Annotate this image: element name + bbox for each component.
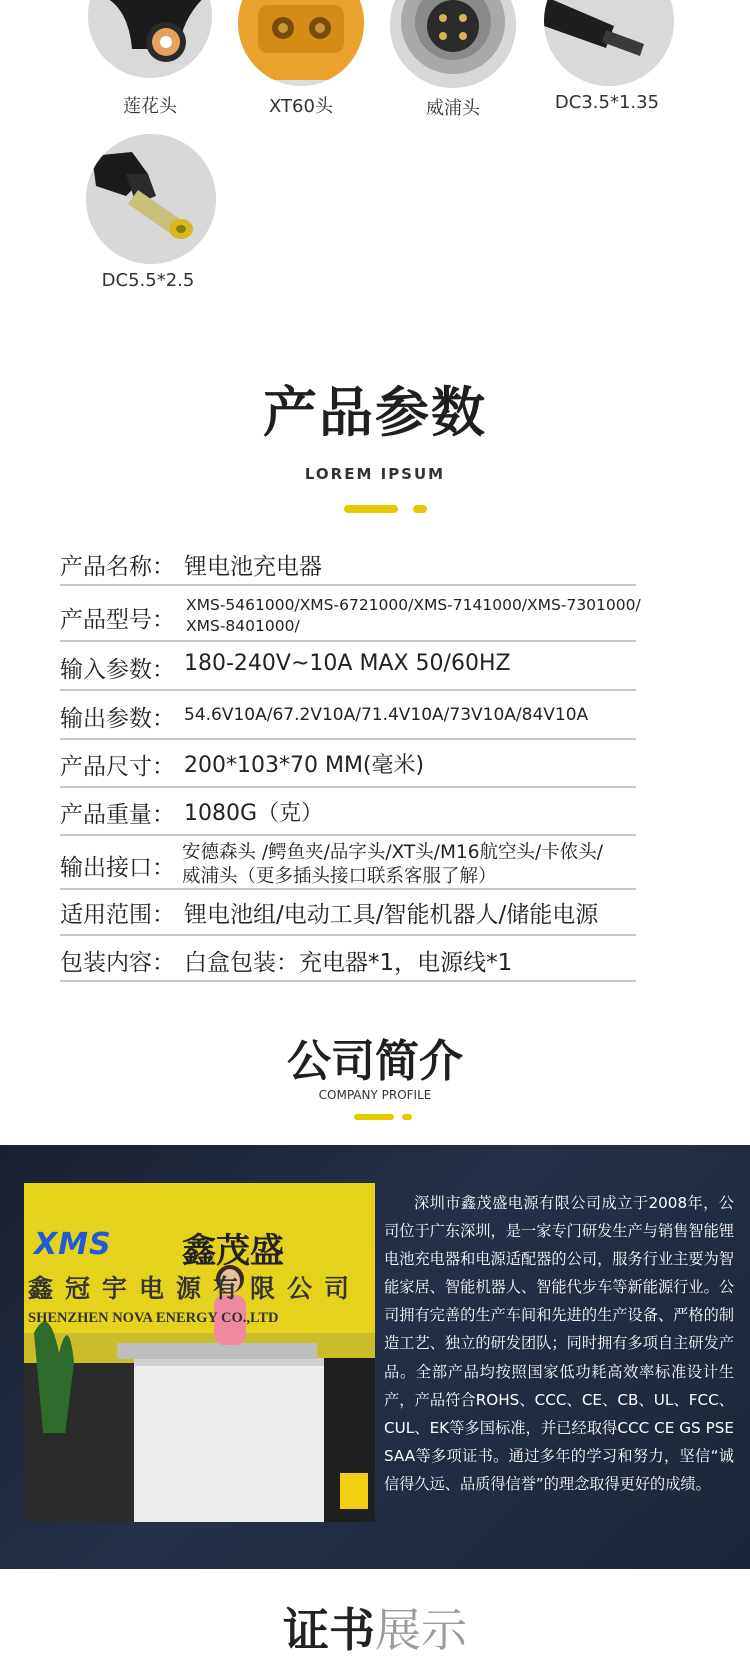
cert-title bbox=[0, 1594, 750, 1660]
spec-value: 1080G（克） bbox=[184, 801, 324, 826]
spec-row-scope bbox=[60, 890, 636, 936]
connector-weipu bbox=[388, 0, 518, 125]
connector-label: DC5.5*2.5 bbox=[101, 270, 195, 291]
photo-logo: XMS bbox=[34, 1227, 112, 1262]
company-subtitle: COMPANY PROFILE bbox=[318, 1088, 432, 1102]
connector-label: 威浦头 bbox=[426, 98, 480, 119]
weipu-plug-icon bbox=[390, 0, 516, 88]
cert-title-part2: 展示 bbox=[375, 1603, 467, 1657]
spec-row-output bbox=[60, 691, 636, 740]
spec-value-line1: XMS-5461000/XMS-6721000/XMS-7141000/XMS-7301000/ bbox=[186, 596, 641, 614]
spec-value: 白盒包装：充电器*1，电源线*1 bbox=[184, 950, 513, 976]
connector-rca bbox=[86, 0, 214, 125]
params-divider-long bbox=[344, 505, 398, 513]
spec-value-line1: 安德森头 /鳄鱼夹/品字头/XT头/M16航空头/卡侬头/ bbox=[182, 842, 603, 863]
connector-label: 莲花头 bbox=[123, 96, 177, 117]
params-subtitle: LOREM IPSUM bbox=[304, 465, 446, 483]
photo-sign-brand: 鑫茂盛 bbox=[182, 1231, 284, 1271]
spec-value-line2: XMS-8401000/ bbox=[186, 617, 300, 635]
cert-title-part1: 证书 bbox=[283, 1603, 375, 1657]
spec-key: 输出参数： bbox=[60, 706, 175, 732]
spec-row-input bbox=[60, 642, 636, 691]
company-description: 深圳市鑫茂盛电源有限公司成立于2008年，公司位于广东深圳，是一家专门研发生产与销售智能锂电池充电器和电源适配器的公司，服务行业主要为智能家居、智能机器人、智能代步车等新能源行业。公司拥有完善的生产车间和先进的生产设备、严格的制造工艺、独立的研发团队；同时拥有多项自主研发产品。全部产品均按照国家低功耗高效率标准设计生产，产品符合ROHS、CCC、CE、CB、UL、FCC、CUL、EK等多国标准，并已经取得CCC CE GS PSE SAA等多项证书。通过多年的学习和努力，坚信“诚信得久远、品质得信誉”的理念取得更好的成绩。 bbox=[384, 1194, 734, 1493]
spec-value: 180-240V~10A MAX 50/60HZ bbox=[184, 651, 511, 676]
spec-key: 产品重量： bbox=[60, 802, 175, 828]
params-divider-dot bbox=[413, 505, 427, 513]
spec-row-size bbox=[60, 740, 636, 788]
company-divider-long bbox=[354, 1114, 394, 1120]
company-photo bbox=[24, 1183, 375, 1522]
spec-key: 产品名称： bbox=[60, 554, 175, 580]
connector-dc35 bbox=[532, 0, 682, 125]
connector-dc55 bbox=[84, 134, 216, 296]
spec-row-name bbox=[60, 544, 636, 586]
dc-barrel-plug-icon bbox=[86, 134, 216, 264]
photo-sign-company-cn: 鑫冠宇电源有限公司 bbox=[28, 1274, 362, 1303]
spec-row-package bbox=[60, 936, 636, 982]
spec-row-model bbox=[60, 586, 641, 642]
spec-value-line2: 威浦头（更多插头接口联系客服了解） bbox=[182, 866, 497, 887]
connector-xt60 bbox=[236, 0, 366, 125]
spec-key: 适用范围： bbox=[60, 902, 175, 928]
spec-value: 200*103*70 MM(毫米) bbox=[184, 753, 425, 778]
spec-key: 产品型号： bbox=[60, 607, 175, 633]
connector-label: DC3.5*1.35 bbox=[554, 92, 660, 113]
photo-sign-company-en: SHENZHEN NOVA ENERGY CO.,LTD bbox=[28, 1310, 279, 1326]
spec-key: 输出接口： bbox=[60, 855, 175, 881]
spec-value: 54.6V10A/67.2V10A/71.4V10A/73V10A/84V10A bbox=[184, 705, 589, 725]
spec-row-weight bbox=[60, 788, 636, 836]
dc-barrel-plug-icon bbox=[544, 0, 674, 86]
spec-key: 产品尺寸： bbox=[60, 754, 175, 780]
xt60-plug-icon bbox=[238, 0, 364, 86]
spec-row-interface bbox=[60, 836, 636, 890]
spec-value: 锂电池充电器 bbox=[184, 554, 322, 580]
company-title: 公司简介 bbox=[287, 1036, 463, 1087]
spec-key: 包装内容： bbox=[60, 950, 175, 976]
connector-label: XT60头 bbox=[269, 96, 333, 117]
rca-plug-icon bbox=[88, 0, 212, 78]
spec-value: 锂电池组/电动工具/智能机器人/储能电源 bbox=[184, 902, 599, 928]
spec-key: 输入参数： bbox=[60, 657, 175, 683]
params-title: 产品参数 bbox=[263, 381, 487, 444]
company-divider-dot bbox=[402, 1114, 412, 1120]
